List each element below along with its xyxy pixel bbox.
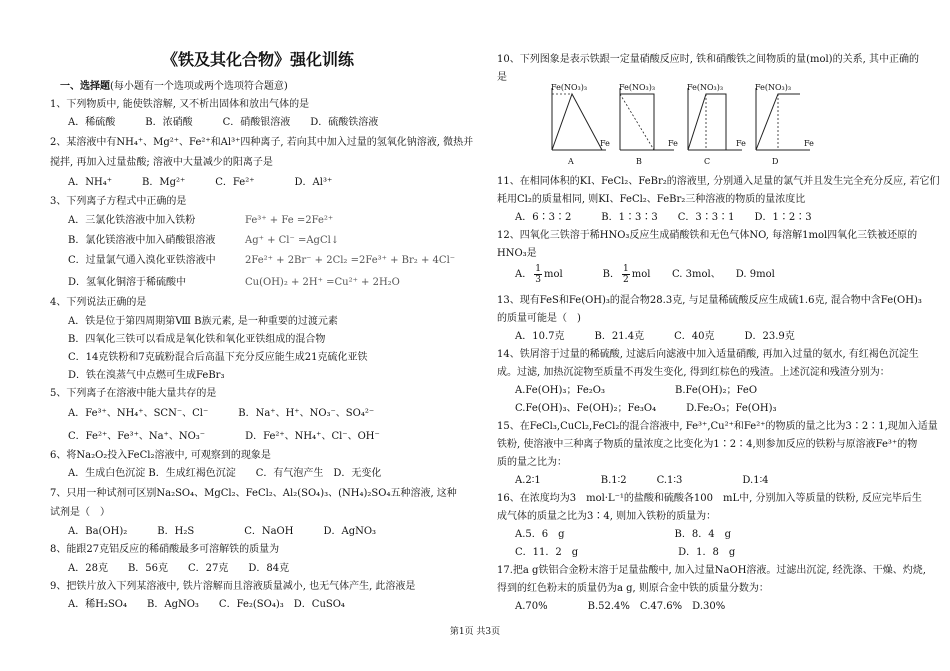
q13-stem: 13、现有FeS和Fe(OH)₃的混合物28.3克, 与足量稀硫酸反应生成硫1.6克, 混合物中含Fe(OH)₃ — [497, 295, 922, 306]
q14-options-ab: A.Fe(OH)₃；Fe₂O₃ B.Fe(OH)₂；FeO — [515, 385, 758, 396]
graph-a-xlabel: Fe — [600, 139, 610, 148]
q3-option-a: A．三氯化铁溶液中加入铁粉 — [68, 215, 196, 226]
graph-a-plot — [546, 84, 608, 154]
q12-stem-cont: HNO₃是 — [497, 248, 537, 259]
graph-b-ylabel: Fe(NO₃)₃ — [619, 83, 656, 92]
q4-option-b: B．四氧化三铁可以看成是氧化铁和氧化亚铁组成的混合物 — [68, 334, 326, 345]
q2-stem: 2、某溶液中有NH₄⁺、Mg²⁺、Fe²⁺和Al³⁺四种离子, 若向其中加入过量的氢氧化钠溶液, 微热并 — [50, 137, 474, 148]
q6-stem: 6、将Na₂O₂投入FeCl₂溶液中, 可观察到的现象是 — [50, 450, 271, 461]
q16-stem: 16、在浓度均为3 mol·L⁻¹的盐酸和硫酸各100 mL中, 分别加入等质量的铁粉, 反应完毕后生 — [497, 493, 922, 504]
q17-stem-cont: 得到的红色粉末的质量仍为a g, 则原合金中铁的质量分数为： — [497, 583, 769, 594]
section-heading — [60, 82, 288, 92]
q3-option-b: B．氯化镁溶液中加入硝酸银溶液 — [68, 235, 216, 246]
q12-option-a-numerator: 1 — [535, 264, 541, 274]
q4-stem: 4、下列说法正确的是 — [50, 297, 147, 308]
graph-a — [546, 84, 608, 172]
q12-option-b-label: B． — [602, 269, 621, 280]
q4-option-d: D．铁在溴蒸气中点燃可生成FeBr₃ — [68, 370, 225, 381]
section-note: (每小题有一个选项或两个选项符合题意) — [110, 81, 288, 92]
q12-option-a-fraction — [534, 264, 542, 285]
q16-stem-cont: 成气体的质量之比为3∶4, 则加入铁粉的质量为： — [497, 511, 717, 522]
q3-equation-b: Ag⁺ + Cl⁻ =AgCl↓ — [245, 235, 340, 246]
graph-d-ylabel: Fe(NO₃)₃ — [755, 83, 792, 92]
graph-d-xlabel: Fe — [804, 139, 814, 148]
q10-stem-cont: 是 — [497, 72, 507, 83]
q8-stem: 8、能跟27克铝反应的稀硝酸最多可溶解铁的质量为 — [50, 544, 280, 555]
q5-stem: 5、下列离子在溶液中能大量共存的是 — [50, 388, 217, 399]
q9-options: A．稀H₂SO₄ B．AgNO₃ C．Fe₂(SO₄)₃ D．CuSO₄ — [68, 599, 345, 610]
q1-stem: 1、下列物质中, 能使铁溶解, 又不析出固体和放出气体的是 — [50, 99, 310, 110]
page-footer: 第1页 共3页 — [449, 627, 501, 637]
q4-option-a: A．铁是位于第四周期第Ⅷ B族元素, 是一种重要的过渡元素 — [68, 316, 338, 327]
graph-b-xlabel: Fe — [668, 139, 678, 148]
q5-options-ab: A．Fe³⁺、NH₄⁺、SCN⁻、Cl⁻ B．Na⁺、H⁺、NO₃⁻、SO₄²⁻ — [68, 408, 375, 419]
q7-options: A．Ba(OH)₂ B．H₂S C．NaOH D．AgNO₃ — [68, 526, 377, 537]
graph-a-caption: A — [568, 157, 574, 166]
q17-stem: 17.把a g铁铝合金粉末溶于足量盐酸中, 加入过量NaOH溶液。过滤出沉淀, 经洗涤、干燥、灼烧, — [497, 565, 926, 576]
q3-stem: 3、下列离子方程式中正确的是 — [50, 196, 187, 207]
q1-options: A．稀硫酸 B．浓硝酸 C．硝酸银溶液 D．硫酸铁溶液 — [68, 117, 379, 128]
q13-options: A．10.7克 B．21.4克 C．40克 D．23.9克 — [515, 331, 795, 342]
q12-options-ab — [515, 264, 650, 285]
q11-stem-cont: 耗用Cl₂的质量相同, 则KI、FeCl₂、FeBr₂三种溶液的物质的量浓度比 — [497, 194, 806, 205]
q12-option-b-denominator: 2 — [623, 275, 629, 285]
q3-option-d: D．氢氧化铜溶于稀硫酸中 — [68, 277, 187, 288]
q12-options-cd: C. 3mol、 D. 9mol — [672, 269, 775, 280]
q15-options: A.2∶1 B.1∶2 C.1∶3 D.1∶4 — [515, 475, 769, 486]
graph-d-plot — [750, 84, 812, 154]
q2-options: A．NH₄⁺ B．Mg²⁺ C．Fe²⁺ D．Al³⁺ — [68, 177, 333, 188]
q12-option-b-unit: mol — [631, 269, 651, 280]
section-title: 一、选择题 — [60, 81, 110, 92]
q8-options: A．28克 B．56克 C．27克 D．84克 — [68, 563, 290, 574]
q3-option-c: C．过量氯气通入溴化亚铁溶液中 — [68, 255, 216, 266]
q4-option-c: C．14克铁粉和7克硫粉混合后高温下充分反应能生成21克硫化亚铁 — [68, 352, 368, 363]
graph-d — [750, 84, 812, 172]
q14-stem-cont: 成。过滤, 加热沉淀物至质量不再发生变化, 得到红棕色的残渣。上述沉淀和残渣分别为： — [497, 367, 890, 378]
q12-option-a-denominator: 3 — [535, 275, 541, 285]
graph-c — [682, 84, 744, 172]
q12-option-b-fraction — [622, 264, 630, 285]
q11-options: A．6∶3∶2 B．1∶3∶3 C．3∶3∶1 D．1∶2∶3 — [515, 212, 812, 223]
page-title: 《铁及其化合物》强化训练 — [162, 50, 355, 69]
graph-a-ylabel: Fe(NO₃)₃ — [551, 83, 588, 92]
q12-option-a-unit: mol — [543, 269, 563, 280]
q7-stem: 7、只用一种试剂可区别Na₂SO₄、MgCl₂、FeCl₂、Al₂(SO₄)₃、(NH₄)₂SO₄五种溶液, 这种 — [50, 488, 457, 499]
q10-graphs — [546, 83, 814, 176]
graph-b — [614, 84, 676, 172]
q3-equation-c: 2Fe²⁺ + 2Br⁻ + 2Cl₂ =2Fe³⁺ + Br₂ + 4Cl⁻ — [245, 255, 456, 266]
q2-stem-cont: 搅拌, 再加入过量盐酸; 溶液中大量减少的阳离子是 — [50, 157, 273, 168]
q12-option-b-numerator: 1 — [623, 264, 629, 274]
q17-options: A.70% B.52.4% C.47.6% D.30% — [515, 601, 726, 612]
q6-options: A．生成白色沉淀 B．生成红褐色沉淀 C．有气泡产生 D．无变化 — [68, 468, 382, 479]
q12-option-a-label: A． — [515, 269, 533, 280]
q3-equation-d: Cu(OH)₂ + 2H⁺ =Cu²⁺ + 2H₂O — [245, 277, 400, 288]
q10-stem: 10、下列图象是表示铁跟一定量硝酸反应时, 铁和硝酸铁之间物质的量(mol)的关系, 其中正确的 — [497, 54, 919, 65]
q15-stem-cont2: 质的量之比为： — [497, 457, 567, 468]
q7-stem-cont: 试剂是（ ） — [50, 507, 110, 518]
q12-stem: 12、四氧化三铁溶于稀HNO₃反应生成硝酸铁和无色气体NO, 每溶解1mol四氧化三铁被还原的 — [497, 230, 918, 241]
q16-options-ab: A.5．6 g B．8．4 g — [515, 529, 732, 540]
q15-stem: 15、在FeCl₃,CuCl₂,FeCl₂的混合溶液中, Fe³⁺,Cu²⁺和Fe²⁺的物质的量之比为3∶2∶1,现加入适量 — [497, 421, 938, 432]
graph-c-xlabel: Fe — [736, 139, 746, 148]
q5-options-cd: C．Fe²⁺、Fe³⁺、Na⁺、NO₃⁻ D．Fe²⁺、NH₄⁺、Cl⁻、OH⁻ — [68, 431, 380, 442]
q13-stem-cont: 的质量可能是（ ) — [497, 313, 581, 324]
q14-options-cd: C.Fe(OH)₃、Fe(OH)₂；Fe₃O₄ D.Fe₂O₃；Fe(OH)₃ — [515, 403, 777, 414]
q14-stem: 14、铁屑溶于过量的稀硫酸, 过滤后向滤液中加入适量硝酸, 再加入过量的氨水, 有红褐色沉淀生 — [497, 349, 919, 360]
graph-b-caption: B — [636, 157, 642, 166]
graph-c-ylabel: Fe(NO₃)₃ — [687, 83, 724, 92]
q11-stem: 11、在相同体积的KI、FeCl₂、FeBr₂的溶液里, 分别通入足量的氯气并且发生完全充分反应, 若它们 — [497, 176, 940, 187]
q9-stem: 9、把铁片放入下列某溶液中, 铁片溶解而且溶液质量减小, 也无气体产生, 此溶液是 — [50, 581, 416, 592]
graph-c-plot — [682, 84, 744, 154]
graph-b-plot — [614, 84, 676, 154]
q16-options-cd: C．11．2 g D．1．8 g — [515, 547, 736, 558]
q3-equation-a: Fe³⁺ + Fe =2Fe²⁺ — [245, 215, 334, 226]
graph-c-caption: C — [704, 157, 711, 166]
q15-stem-cont: 铁粉, 使溶液中三种离子物质的量浓度之比变化为1∶2∶4,则参加反应的铁粉与原溶液Fe³⁺的物 — [497, 439, 918, 450]
graph-d-caption: D — [772, 157, 779, 166]
